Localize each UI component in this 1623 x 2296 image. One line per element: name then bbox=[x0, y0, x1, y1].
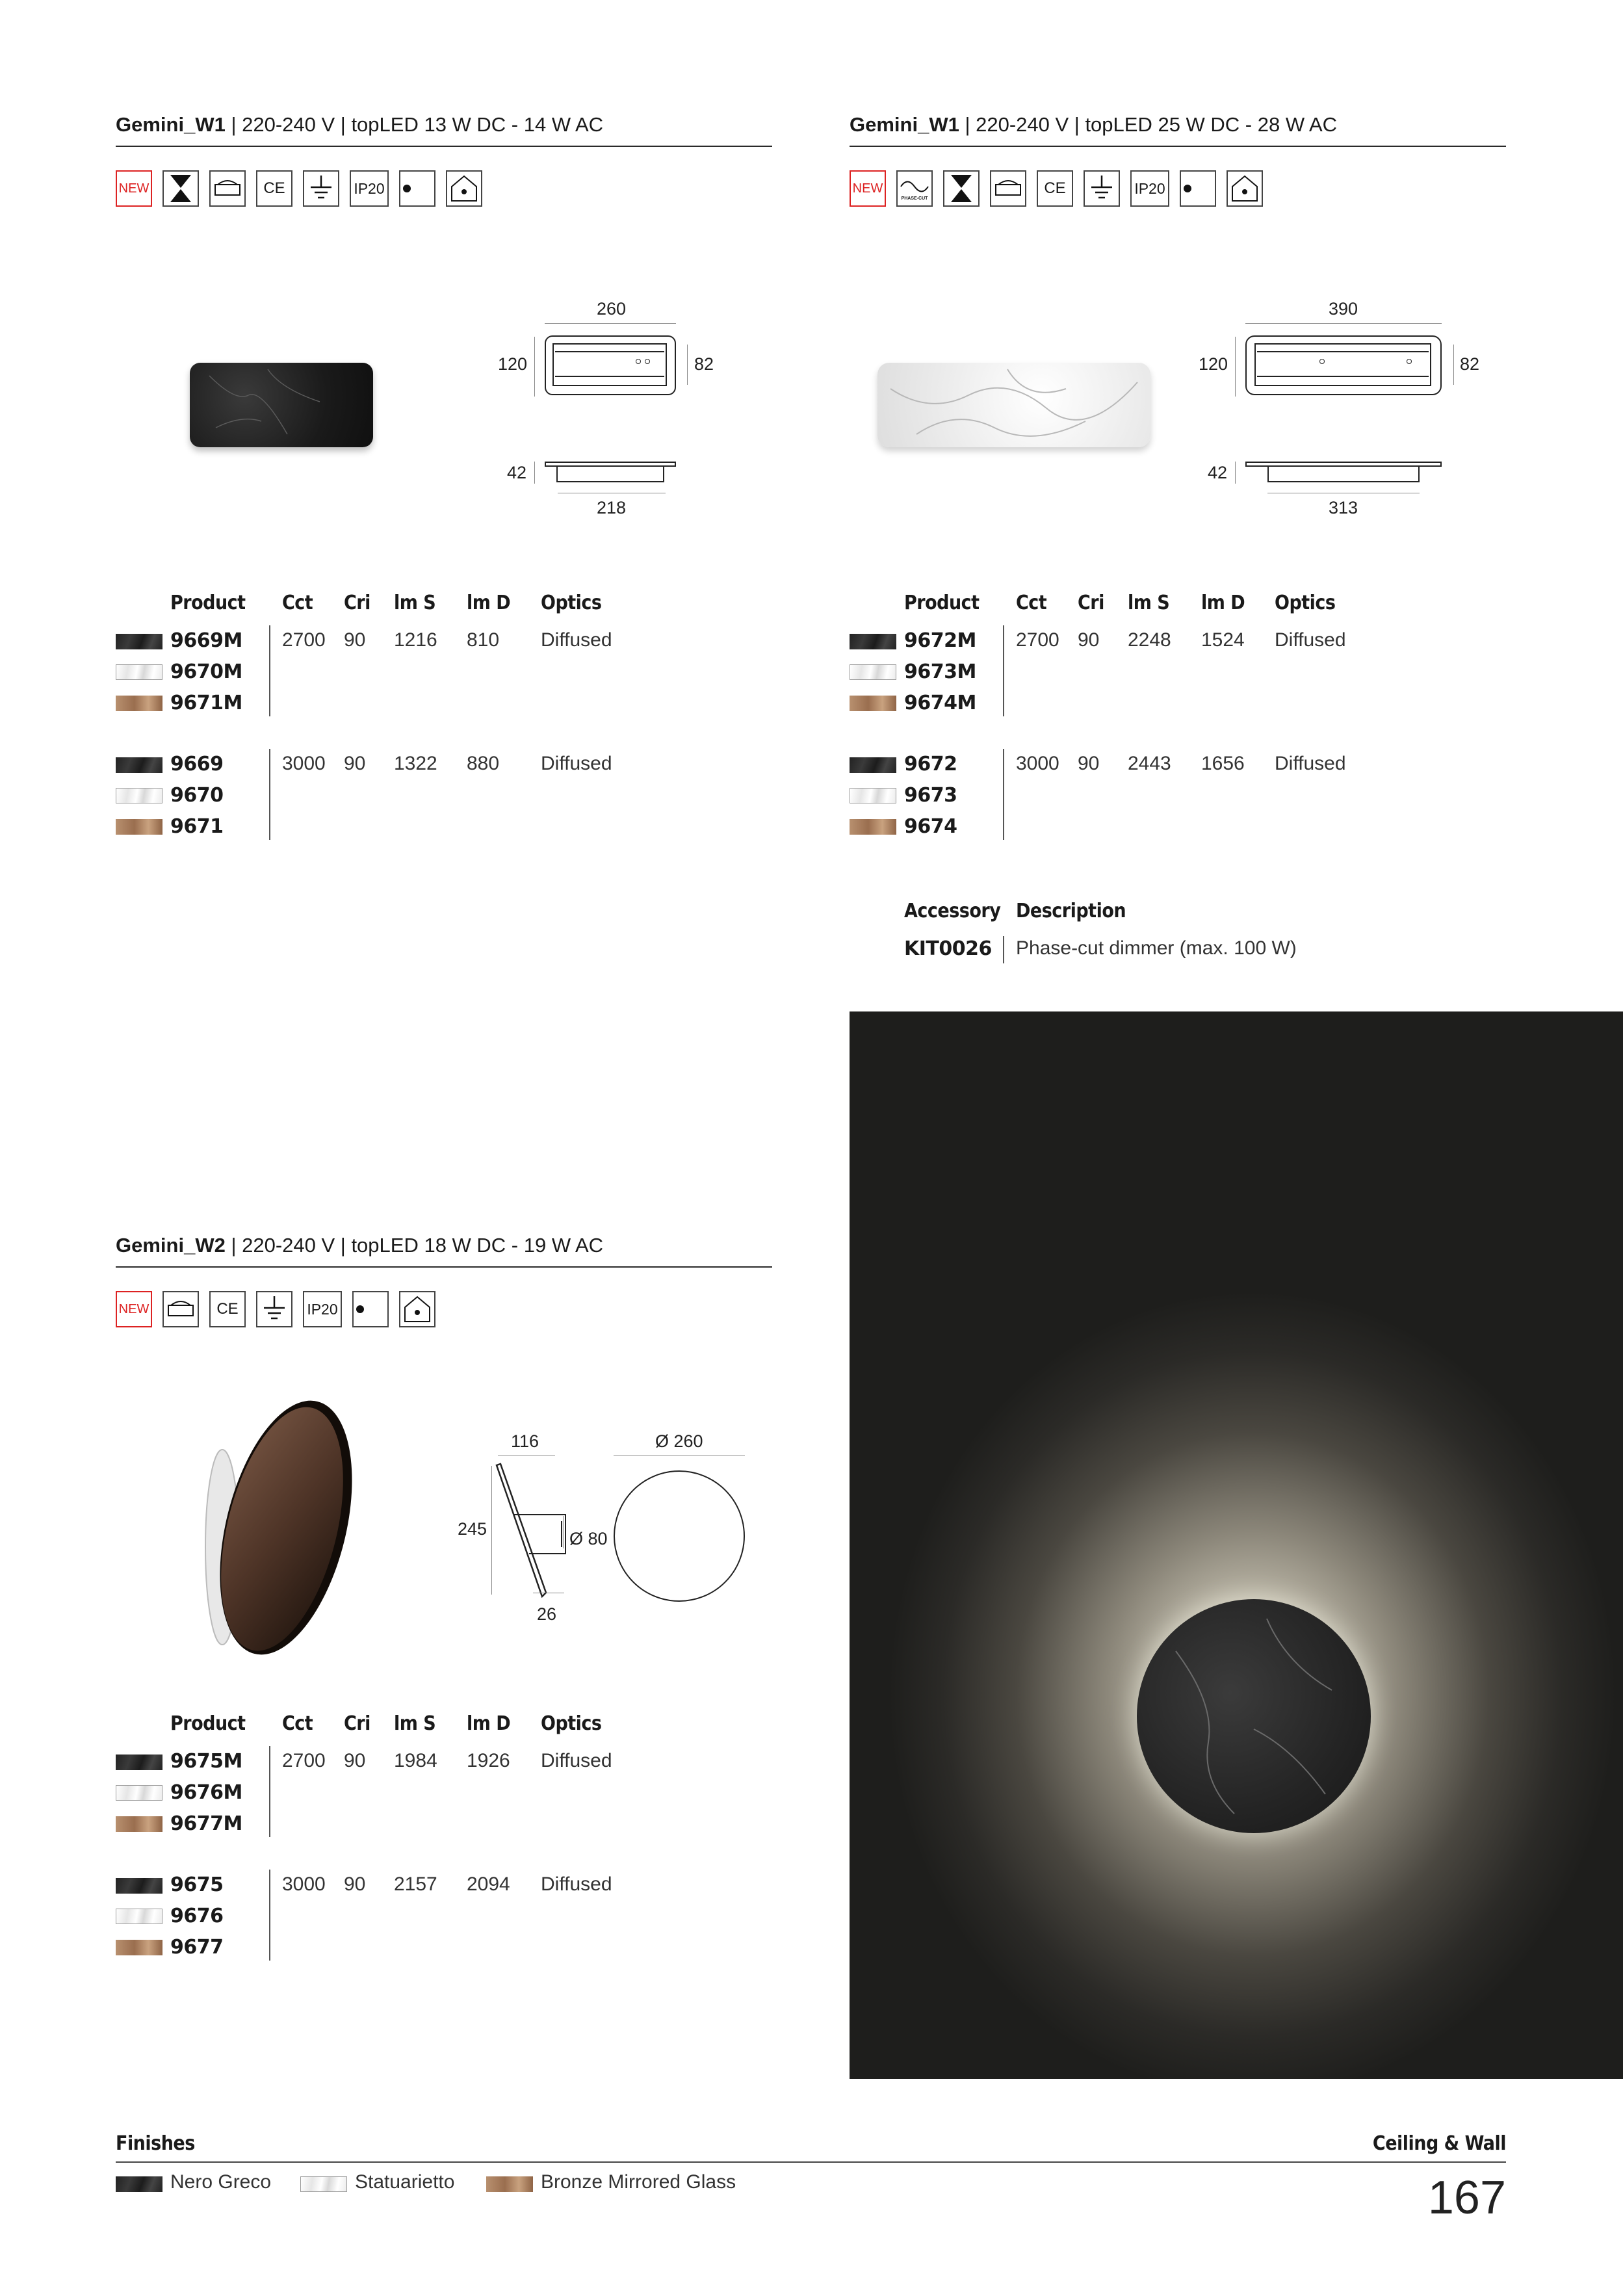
dim-line-top bbox=[1245, 323, 1442, 324]
ce-icon: CE bbox=[1037, 170, 1073, 207]
class-icon bbox=[399, 170, 435, 207]
drawing-side-view bbox=[494, 1463, 572, 1600]
finishes-label: Finishes bbox=[116, 2132, 195, 2155]
cell-lms: 1984 bbox=[394, 1750, 437, 1771]
cell-optics: Diffused bbox=[1275, 629, 1346, 651]
swatch-nero bbox=[116, 634, 162, 649]
product-code: 9677 bbox=[170, 1936, 224, 1959]
new-badge: NEW bbox=[850, 170, 886, 207]
cell-cct: 3000 bbox=[282, 753, 326, 774]
dim-diameter: Ø 260 bbox=[655, 1431, 703, 1451]
th-optics: Optics bbox=[1275, 592, 1336, 614]
table-divider bbox=[269, 1746, 270, 1837]
cell-cri: 90 bbox=[344, 629, 366, 651]
product-image-statuarietto-panel bbox=[877, 363, 1150, 447]
cell-cri: 90 bbox=[344, 753, 366, 774]
dim-height-left: 120 bbox=[1199, 354, 1228, 374]
dim-base: 26 bbox=[537, 1604, 557, 1624]
surface-mount-icon bbox=[990, 170, 1026, 207]
cell-lmd: 2094 bbox=[467, 1873, 510, 1895]
swatch-nero bbox=[116, 757, 162, 773]
cell-cct: 3000 bbox=[282, 1873, 326, 1895]
th-description: Description bbox=[1016, 900, 1126, 922]
product-code: 9669M bbox=[170, 629, 242, 652]
product-code: 9671 bbox=[170, 815, 224, 838]
cell-cct: 2700 bbox=[282, 629, 326, 651]
table-divider bbox=[269, 749, 270, 840]
product-name: Gemini_W1 bbox=[850, 113, 959, 136]
table-divider bbox=[269, 1870, 270, 1961]
dim-mount-diameter: Ø 80 bbox=[569, 1529, 608, 1548]
earth-icon bbox=[1084, 170, 1120, 207]
cell-optics: Diffused bbox=[541, 629, 612, 651]
product-code: 9674 bbox=[904, 815, 957, 838]
swatch-statuarietto bbox=[850, 788, 896, 803]
th-product: Product bbox=[170, 592, 246, 614]
dim-depth: 42 bbox=[507, 463, 527, 482]
th-product: Product bbox=[904, 592, 980, 614]
product-name: Gemini_W2 bbox=[116, 1234, 226, 1257]
product-specs: | 220-240 V | topLED 25 W DC - 28 W AC bbox=[959, 113, 1338, 136]
th-cct: Cct bbox=[282, 1712, 313, 1735]
dim-width-top: 390 bbox=[1329, 299, 1358, 319]
th-cri: Cri bbox=[344, 592, 370, 614]
dim-height-right: 82 bbox=[1460, 354, 1480, 374]
footer-rule bbox=[116, 2161, 1506, 2163]
dim-line-top bbox=[545, 323, 676, 324]
swatch-bronze bbox=[486, 2176, 533, 2192]
cell-cct: 2700 bbox=[1016, 629, 1059, 651]
cell-cri: 90 bbox=[344, 1873, 366, 1895]
th-lms: lm S bbox=[1128, 592, 1170, 614]
dimmable-icon bbox=[943, 170, 980, 207]
cell-lms: 1216 bbox=[394, 629, 437, 651]
finish-name: Statuarietto bbox=[355, 2171, 455, 2193]
th-optics: Optics bbox=[541, 592, 602, 614]
th-cct: Cct bbox=[282, 592, 313, 614]
ambient-photo bbox=[850, 1011, 1623, 2079]
indoor-icon bbox=[399, 1291, 435, 1327]
th-cct: Cct bbox=[1016, 592, 1047, 614]
dim-height-right: 82 bbox=[694, 354, 714, 374]
certification-icons bbox=[116, 170, 482, 208]
cell-cct: 3000 bbox=[1016, 753, 1059, 774]
swatch-bronze bbox=[850, 819, 896, 835]
th-cri: Cri bbox=[344, 1712, 370, 1735]
product-specs: | 220-240 V | topLED 18 W DC - 19 W AC bbox=[225, 1234, 604, 1257]
swatch-bronze bbox=[116, 819, 162, 835]
section-header-w1-small bbox=[116, 112, 772, 147]
dim-line-left bbox=[534, 337, 535, 397]
cell-cct: 2700 bbox=[282, 1750, 326, 1771]
th-lmd: lm D bbox=[467, 592, 511, 614]
drawing-front-view bbox=[1245, 335, 1442, 395]
product-code: 9671M bbox=[170, 692, 242, 714]
dim-depth: 116 bbox=[511, 1431, 539, 1451]
accessory-code: KIT0026 bbox=[904, 937, 992, 960]
photo-lamp-disc bbox=[1137, 1599, 1371, 1833]
dim-line-depth bbox=[1235, 462, 1236, 484]
cell-lms: 2443 bbox=[1128, 753, 1171, 774]
swatch-bronze bbox=[116, 1940, 162, 1955]
product-image-nero-panel bbox=[190, 363, 373, 447]
drawing-front-view bbox=[614, 1470, 745, 1602]
ip20-icon: IP20 bbox=[303, 1291, 342, 1327]
earth-icon bbox=[256, 1291, 292, 1327]
table-divider bbox=[269, 625, 270, 716]
indoor-icon bbox=[446, 170, 482, 207]
surface-mount-icon bbox=[162, 1291, 199, 1327]
cell-optics: Diffused bbox=[541, 1750, 612, 1771]
cell-lmd: 810 bbox=[467, 629, 500, 651]
swatch-nero bbox=[116, 1878, 162, 1894]
dim-line-right bbox=[687, 345, 688, 385]
swatch-bronze bbox=[116, 1816, 162, 1832]
swatch-statuarietto bbox=[116, 788, 162, 803]
swatch-statuarietto bbox=[116, 664, 162, 680]
product-code: 9676M bbox=[170, 1781, 242, 1804]
swatch-bronze bbox=[850, 696, 896, 711]
section-header-w1-large bbox=[850, 112, 1506, 147]
table-divider bbox=[1003, 625, 1004, 716]
cell-optics: Diffused bbox=[1275, 753, 1346, 774]
new-badge: NEW bbox=[116, 170, 152, 207]
product-name: Gemini_W1 bbox=[116, 113, 226, 136]
swatch-statuarietto bbox=[116, 1909, 162, 1924]
dim-line-mount bbox=[563, 1516, 564, 1548]
earth-icon bbox=[303, 170, 339, 207]
cell-lmd: 1524 bbox=[1201, 629, 1245, 651]
th-optics: Optics bbox=[541, 1712, 602, 1735]
drawing-side-view bbox=[1245, 462, 1442, 484]
finish-name: Nero Greco bbox=[170, 2171, 272, 2193]
cell-cri: 90 bbox=[1078, 629, 1100, 651]
th-lms: lm S bbox=[394, 592, 436, 614]
dim-width-bottom: 218 bbox=[597, 498, 627, 517]
product-code: 9677M bbox=[170, 1812, 242, 1835]
table-divider bbox=[1003, 749, 1004, 840]
product-code: 9672M bbox=[904, 629, 976, 652]
dim-line-right bbox=[1453, 345, 1454, 385]
cell-optics: Diffused bbox=[541, 1873, 612, 1895]
product-code: 9669 bbox=[170, 753, 224, 776]
dim-height: 245 bbox=[458, 1519, 487, 1539]
drawing-side-view bbox=[545, 462, 676, 484]
th-accessory: Accessory bbox=[904, 900, 1001, 922]
ce-icon: CE bbox=[256, 170, 292, 207]
dim-width-bottom: 313 bbox=[1329, 498, 1358, 517]
product-code: 9670 bbox=[170, 784, 224, 807]
drawing-front-view bbox=[545, 335, 676, 395]
accessory-description: Phase-cut dimmer (max. 100 W) bbox=[1016, 937, 1297, 959]
ce-icon: CE bbox=[209, 1291, 246, 1327]
cell-lmd: 880 bbox=[467, 753, 500, 774]
product-code: 9673M bbox=[904, 660, 976, 683]
th-lmd: lm D bbox=[467, 1712, 511, 1735]
product-image-bronze-disc bbox=[188, 1391, 357, 1664]
cell-lmd: 1926 bbox=[467, 1750, 510, 1771]
certification-icons bbox=[850, 170, 1263, 208]
cell-optics: Diffused bbox=[541, 753, 612, 774]
cell-lms: 2157 bbox=[394, 1873, 437, 1895]
dim-line-left bbox=[491, 1466, 492, 1595]
swatch-nero bbox=[850, 634, 896, 649]
page-number: 167 bbox=[1427, 2172, 1506, 2224]
product-code: 9675M bbox=[170, 1750, 242, 1773]
cell-cri: 90 bbox=[1078, 753, 1100, 774]
product-code: 9676 bbox=[170, 1905, 224, 1927]
swatch-bronze bbox=[116, 696, 162, 711]
dim-width-top: 260 bbox=[597, 299, 627, 319]
certification-icons bbox=[116, 1291, 435, 1329]
class-icon bbox=[1180, 170, 1216, 207]
category-label: Ceiling & Wall bbox=[1372, 2132, 1506, 2155]
dim-depth: 42 bbox=[1208, 463, 1228, 482]
table-divider bbox=[1003, 936, 1004, 963]
product-code: 9672 bbox=[904, 753, 957, 776]
cell-lms: 2248 bbox=[1128, 629, 1171, 651]
phase-cut-icon bbox=[896, 170, 933, 207]
cell-lms: 1322 bbox=[394, 753, 437, 774]
swatch-statuarietto bbox=[116, 1785, 162, 1801]
class-icon bbox=[352, 1291, 389, 1327]
th-cri: Cri bbox=[1078, 592, 1104, 614]
surface-mount-icon bbox=[209, 170, 246, 207]
dim-height-left: 120 bbox=[498, 354, 528, 374]
indoor-icon bbox=[1227, 170, 1263, 207]
th-lms: lm S bbox=[394, 1712, 436, 1735]
cell-cri: 90 bbox=[344, 1750, 366, 1771]
finish-name: Bronze Mirrored Glass bbox=[541, 2171, 736, 2193]
dimmable-icon bbox=[162, 170, 199, 207]
new-badge: NEW bbox=[116, 1291, 152, 1327]
swatch-statuarietto bbox=[850, 664, 896, 680]
product-code: 9674M bbox=[904, 692, 976, 714]
product-specs: | 220-240 V | topLED 13 W DC - 14 W AC bbox=[225, 113, 604, 136]
swatch-nero bbox=[850, 757, 896, 773]
product-code: 9675 bbox=[170, 1873, 224, 1896]
section-header-w2 bbox=[116, 1233, 772, 1268]
swatch-statuarietto bbox=[300, 2176, 347, 2192]
phase-cut-label: PHASE-CUT bbox=[901, 196, 928, 201]
dim-line-left bbox=[1235, 337, 1236, 397]
cell-lmd: 1656 bbox=[1201, 753, 1245, 774]
th-lmd: lm D bbox=[1201, 592, 1245, 614]
ip20-icon: IP20 bbox=[1130, 170, 1169, 207]
swatch-nero bbox=[116, 2176, 162, 2192]
swatch-nero bbox=[116, 1755, 162, 1770]
ip20-icon: IP20 bbox=[350, 170, 389, 207]
th-product: Product bbox=[170, 1712, 246, 1735]
product-code: 9670M bbox=[170, 660, 242, 683]
dim-line-depth bbox=[534, 462, 535, 484]
product-code: 9673 bbox=[904, 784, 957, 807]
